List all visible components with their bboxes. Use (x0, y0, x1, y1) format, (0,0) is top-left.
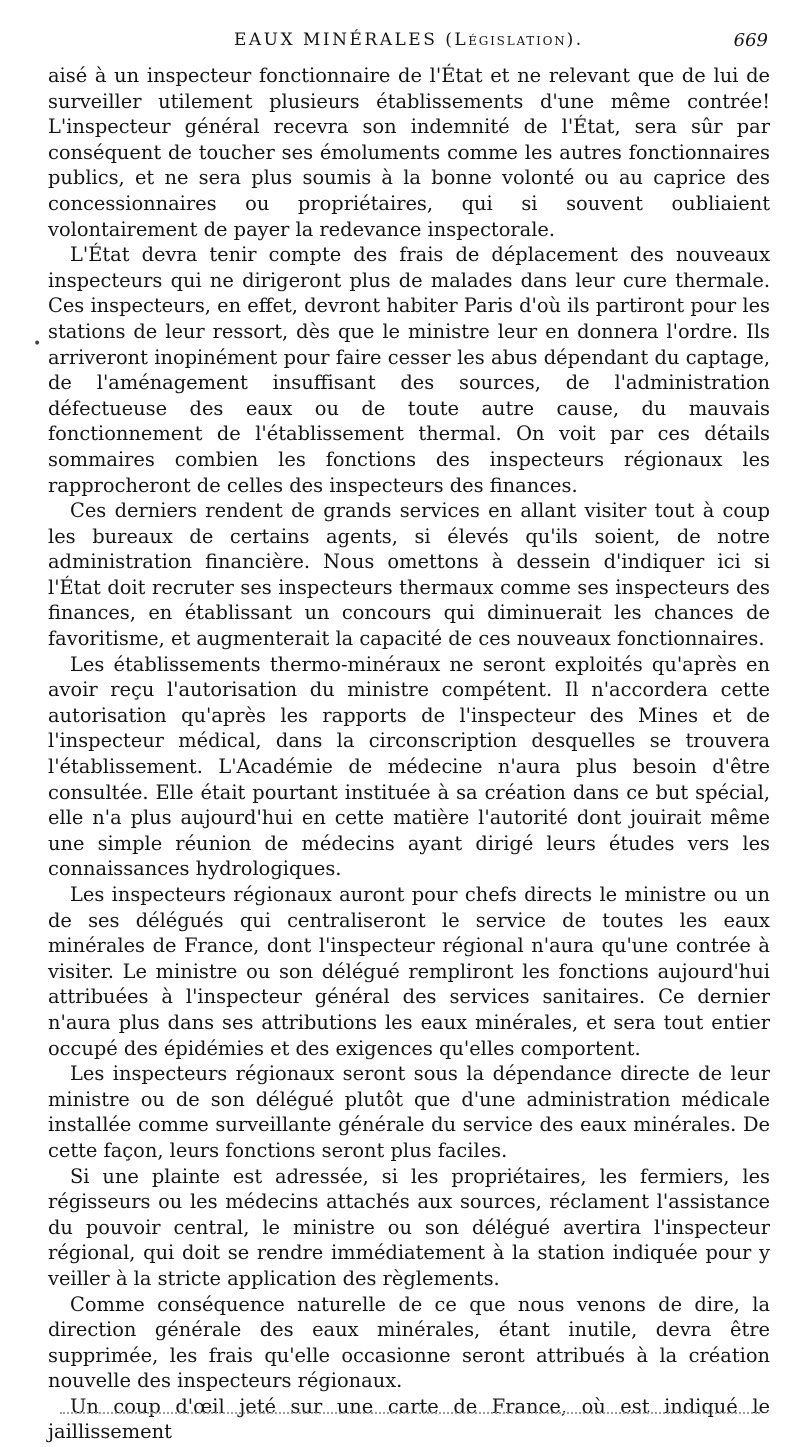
paragraph: Les inspecteurs régionaux auront pour chefs directs le ministre ou un de ses délégués qui centraliseront le service de toutes les eaux minérales de France, dont l'inspecteur régional n'aura qu'une contrée à visiter. Le ministre ou son délégué rempliront les fonctions aujourd'hui attribuées à l'inspecteur général des services sanitaires. Ce dernier n'aura plus dans ses attributions les eaux minérales, et sera tout entier occupé des épidémies et des exigences qu'elles comportent. (48, 883, 770, 1060)
running-title-main: EAUX MINÉRALES (L (234, 30, 469, 50)
footer-dotted-rule (60, 1412, 760, 1414)
paragraph: L'État devra tenir compte des frais de déplacement des nouveaux inspecteurs qui ne dirigeront plus de malades dans leur cure thermale. Ces inspecteurs, en effet, devront habiter Paris d'où ils partiront pour les stations de leur ressort, dès que le ministre leur en donnera l'ordre. Ils arriveront inopinément pour faire cesser les abus dépendant du captage, de l'aménagement insuffisant des sources, de l'administration défectueuse des eaux ou de toute autre cause, du mauvais fonctionnement de l'établissement thermal. On voit par ces détails sommaires combien les fonctions des inspecteurs régionaux les rapprocheront de celles des inspecteurs des finances. (48, 243, 770, 497)
paragraph: Si une plainte est adressée, si les propriétaires, les fermiers, les régisseurs ou les médecins attachés aux sources, réclament l'assistance du pouvoir central, le ministre ou son délégué avertira l'inspecteur régional, qui doit se rendre immédiatement à la station indiquée pour y veiller à la stricte application des règlements. (48, 1164, 770, 1290)
paragraph: Comme conséquence naturelle de ce que nous venons de dire, la direction générale des eaux minérales, étant inutile, devra être supprimée, les frais qu'elle occasionne seront attribués à la création nouvelle des inspecteurs régionaux. (48, 1292, 770, 1393)
paragraph: Les inspecteurs régionaux seront sous la dépendance directe de leur ministre ou de son délégué plutôt que d'une administration médicale installée comme surveillante générale du service des eaux minérales. De cette façon, leurs fonctions seront plus faciles. (48, 1062, 770, 1162)
running-title-end: ). (566, 30, 584, 50)
paragraph: Ces derniers rendent de grands services en allant visiter tout à coup les bureaux de certains agents, si élevés qu'ils soient, de notre administration financière. Nous omettons à dessein d'indiquer ici si l'État doit recruter ses inspecteurs thermaux comme ses inspecteurs des finances, en établissant un concours qui diminuerait les chances de favoritisme, et augmenterait la capacité de ces nouveaux fonctionnaires. (48, 499, 770, 651)
page-number: 669 (733, 30, 768, 51)
paragraph: Les établissements thermo-minéraux ne seront exploités qu'après en avoir reçu l'autorisation du ministre compétent. Il n'accordera cette autorisation qu'après les rapports de l'inspecteur des Mines et de l'inspecteur médical, dans la circonscription desquelles se trouvera l'établissement. L'Académie de médecine n'aura plus besoin d'être consultée. Elle était pourtant instituée à sa création dans ce but spécial, elle n'a plus aujourd'hui en cette matière l'autorité dont jouirait même une simple réunion de médecins ayant dirigé leurs études vers les connaissances hydrologiques. (48, 652, 770, 881)
body-text (48, 63, 770, 1445)
running-title (234, 30, 584, 50)
paragraph: Un coup d'œil jeté sur une carte de France, où est indiqué le jaillissement (48, 1394, 770, 1444)
running-header (48, 30, 770, 54)
margin-mark: • (33, 336, 42, 352)
paragraph: aisé à un inspecteur fonctionnaire de l'État et ne relevant que de lui de surveiller utilement plusieurs établissements d'une même contrée! L'inspecteur général recevra son indemnité de l'État, sera sûr par conséquent de toucher ses émoluments comme les autres fonctionnaires publics, et ne sera plus soumis à la bonne volonté ou au caprice des concessionnaires ou propriétaires, qui si souvent oubliaient volontairement de payer la redevance inspectorale. (48, 64, 770, 241)
running-title-smallcaps: ÉGISLATION (468, 34, 567, 48)
